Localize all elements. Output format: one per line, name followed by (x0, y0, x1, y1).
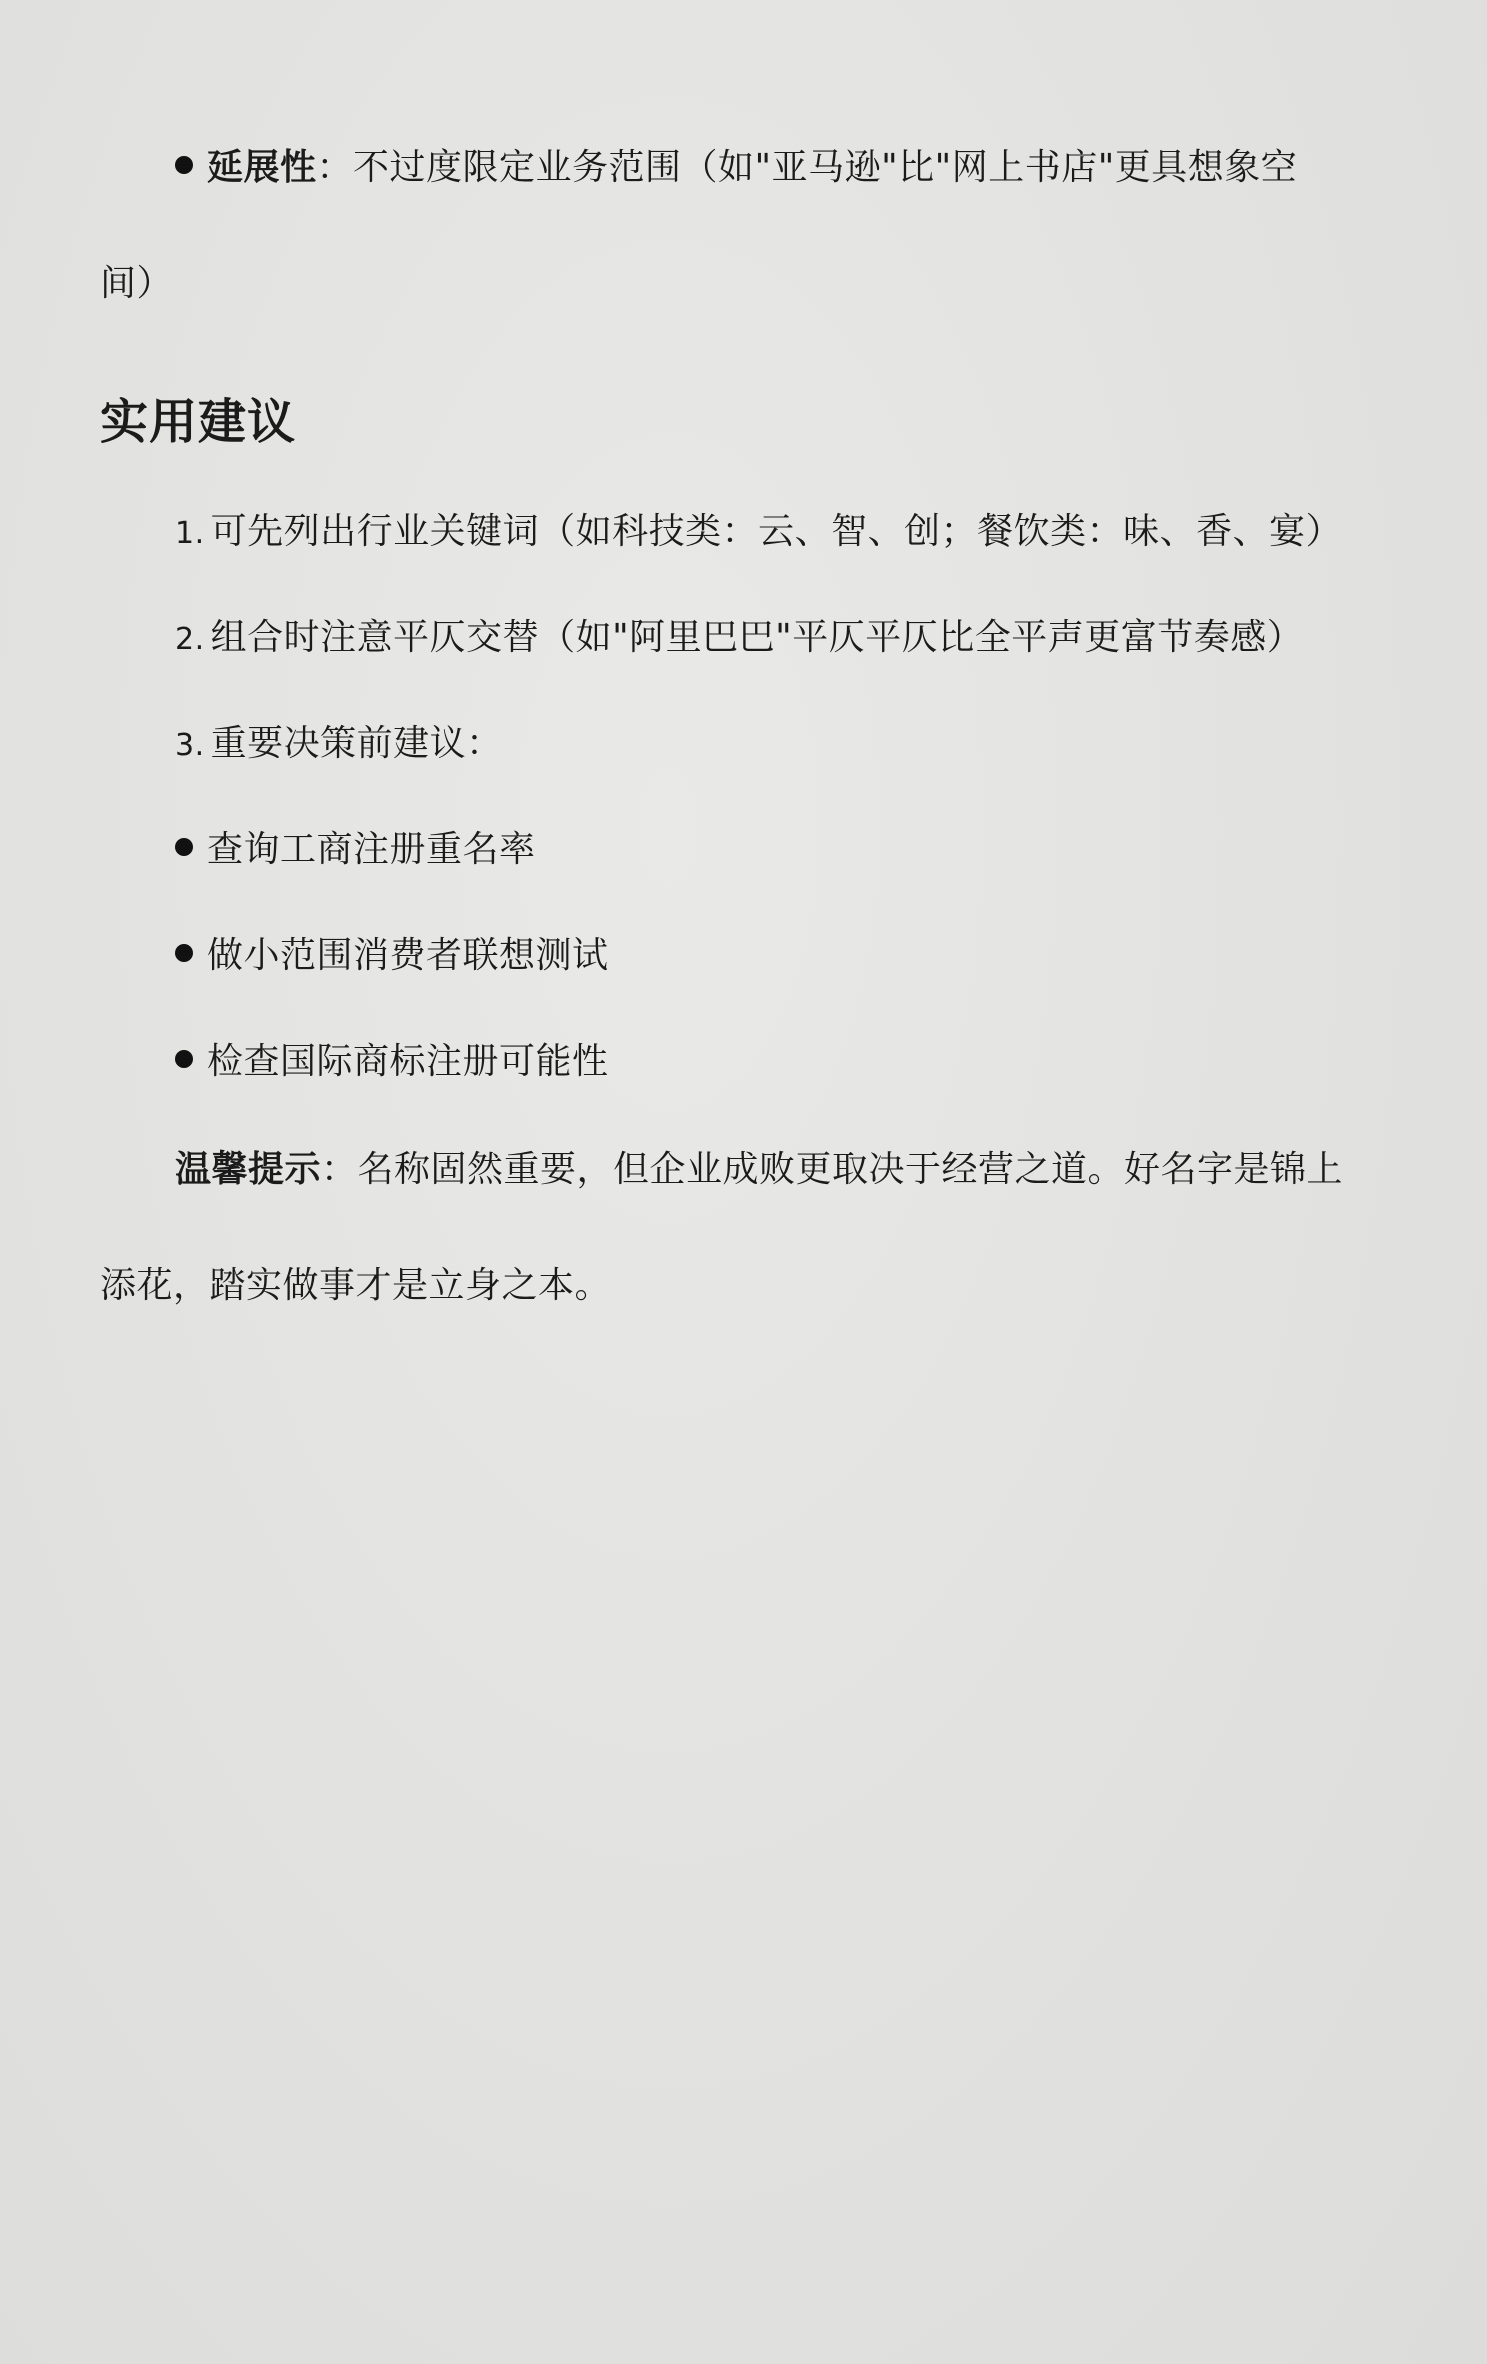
bullet-icon (175, 1050, 193, 1068)
tip-label: 温馨提示 (175, 1149, 322, 1190)
bullet-icon (175, 838, 193, 856)
numbered-item (175, 510, 1342, 556)
item-number: 3. (175, 728, 205, 763)
sub-bullet-text: 检查国际商标注册可能性 (207, 1041, 609, 1082)
sub-bullet-text: 做小范围消费者联想测试 (207, 935, 609, 976)
sub-bullet-text: 查询工商注册重名率 (207, 829, 536, 870)
extensibility-text: ：不过度限定业务范围（如"亚马逊"比"网上书店"更具想象空 (316, 147, 1298, 188)
section-heading: 实用建议 (100, 394, 297, 450)
extensibility-text-continuation: 间） (100, 263, 174, 304)
numbered-item (175, 616, 1303, 662)
tip-paragraph (175, 1148, 1343, 1192)
bullet-icon (175, 944, 193, 962)
sub-bullet-item (175, 1040, 609, 1084)
extensibility-label: 延展性 (207, 147, 317, 188)
extensibility-bullet (175, 146, 1297, 190)
item-text: 组合时注意平仄交替（如"阿里巴巴"平仄平仄比全平声更富节奏感） (210, 617, 1304, 658)
item-number: 2. (175, 622, 205, 657)
sub-bullet-item (175, 934, 609, 978)
item-text: 可先列出行业关键词（如科技类：云、智、创；餐饮类：味、香、宴） (210, 511, 1343, 552)
bullet-icon (175, 156, 193, 174)
item-text: 重要决策前建议： (210, 723, 503, 764)
tip-text-continuation: 添花，踏实做事才是立身之本。 (100, 1265, 612, 1306)
tip-text: ：名称固然重要，但企业成败更取决于经营之道。好名字是锦上 (321, 1149, 1344, 1190)
numbered-item (175, 722, 503, 768)
item-number: 1. (175, 516, 205, 551)
sub-bullet-item (175, 828, 536, 872)
